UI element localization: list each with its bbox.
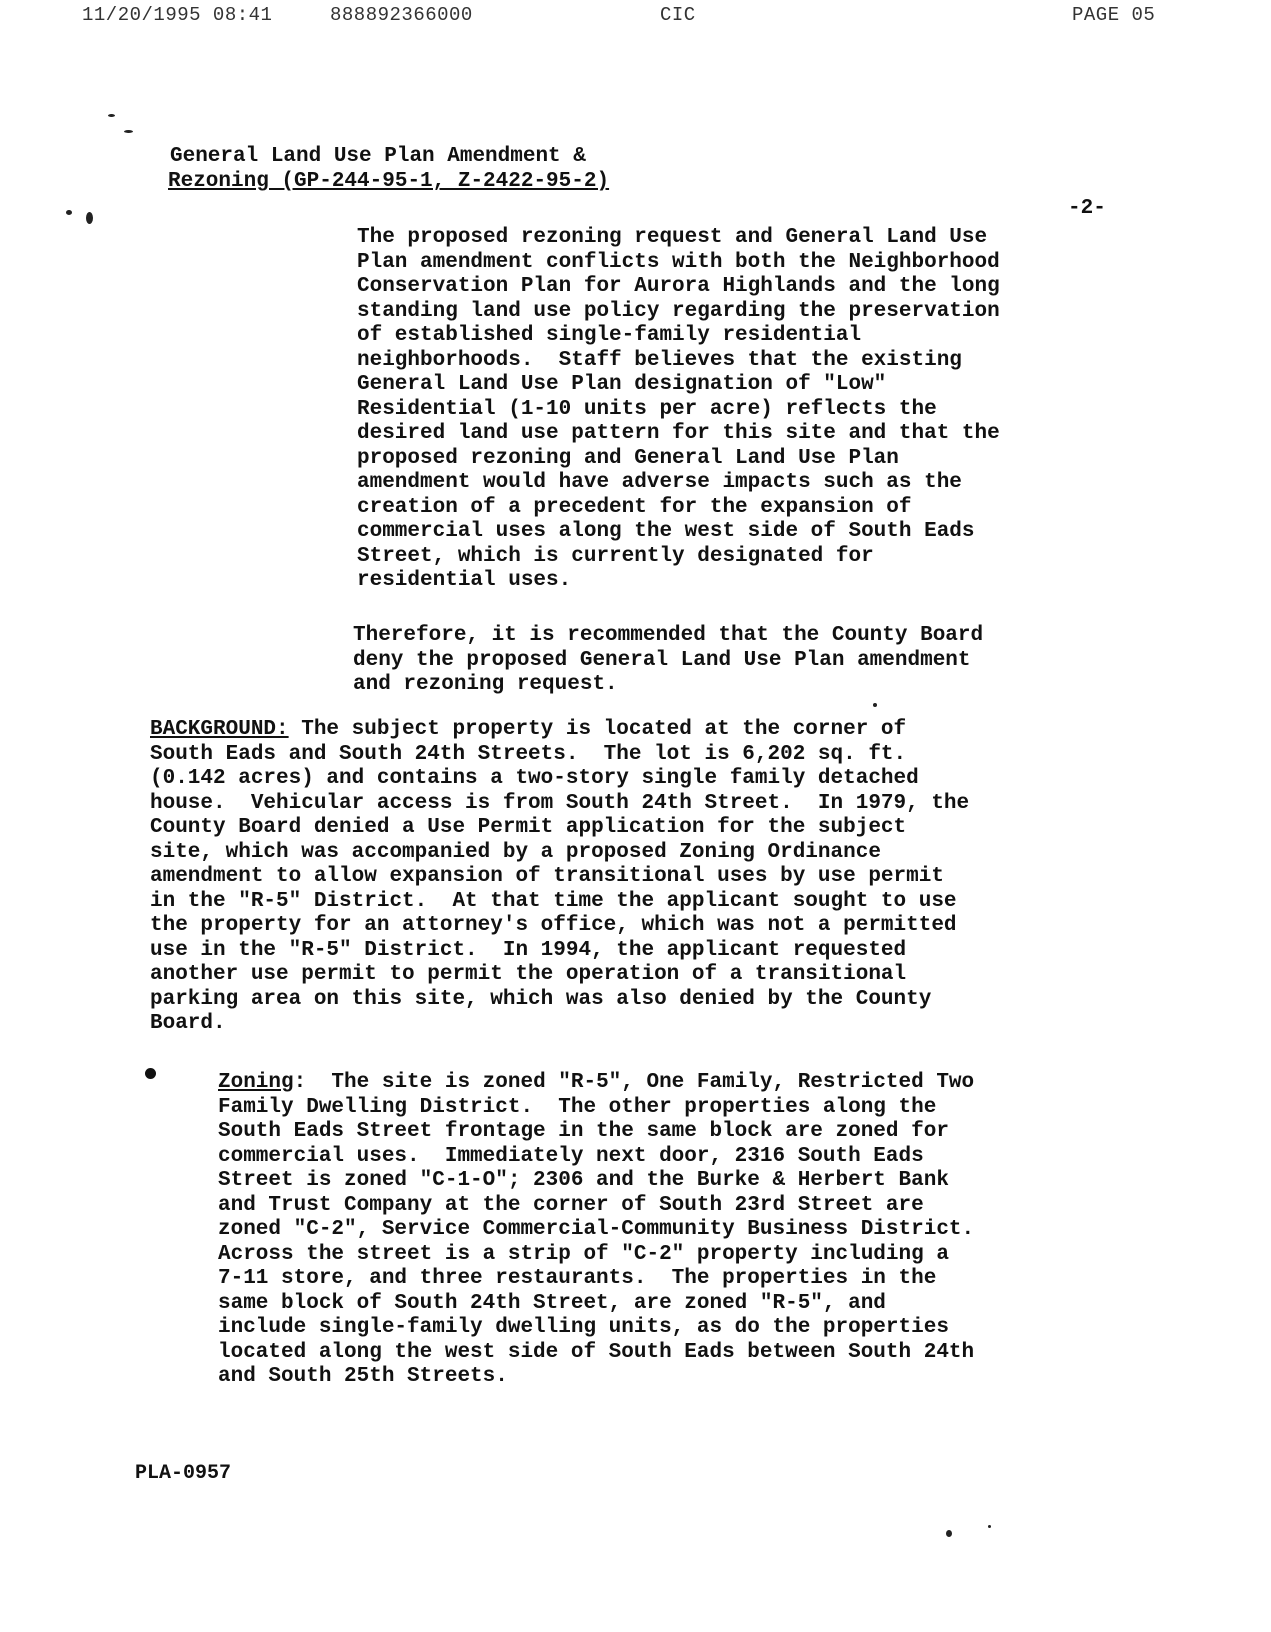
scan-speck <box>124 130 133 133</box>
text-line: Family Dwelling District. The other properties along the <box>218 1095 937 1119</box>
scan-speck <box>988 1525 991 1528</box>
scan-speck <box>86 212 93 224</box>
text-line: Plan amendment conflicts with both the Neighborhood <box>357 250 1000 274</box>
text-line: South Eads and South 24th Streets. The lot is 6,202 sq. ft. <box>150 742 907 766</box>
text-line <box>150 718 1150 743</box>
memo-heading-line1: General Land Use Plan Amendment & <box>170 145 586 168</box>
text-line: zoned "C-2", Service Commercial-Community Business District. <box>218 1218 975 1241</box>
text-line: residential uses. <box>357 569 572 592</box>
text-line: The proposed rezoning request and General Land Use <box>357 226 988 249</box>
zoning-first-line: : The site is zoned "R-5", One Family, Restricted Two <box>293 1071 975 1094</box>
memo-heading-line2: Rezoning (GP-244-95-1, Z-2422-95-2) <box>168 170 610 193</box>
text-line: site, which was accompanied by a proposed Zoning Ordinance <box>150 840 881 864</box>
text-line: creation of a precedent for the expansion of <box>357 495 912 519</box>
text-line: (0.142 acres) and contains a two-story single family detached <box>150 767 919 790</box>
text-line: Conservation Plan for Aurora Highlands and the long <box>357 275 1000 298</box>
bullet-icon <box>145 1068 156 1079</box>
background-label: BACKGROUND: <box>150 718 289 741</box>
page-number: -2- <box>1068 197 1106 220</box>
text-line: Street, which is currently designated for <box>357 544 874 568</box>
recommendation-paragraph <box>353 624 1153 698</box>
fax-organization: CIC <box>660 4 696 26</box>
text-line: and rezoning request. <box>353 673 618 696</box>
text-line: 7-11 store, and three restaurants. The properties in the <box>218 1267 937 1290</box>
text-line: same block of South 24th Street, are zoned "R-5", and <box>218 1291 886 1315</box>
zoning-paragraph <box>218 1071 1148 1390</box>
scan-speck <box>873 703 877 707</box>
fax-date-time: 11/20/1995 08:41 <box>82 4 273 26</box>
text-line <box>218 1071 1148 1096</box>
scan-speck <box>108 114 115 117</box>
text-line: use in the "R-5" District. In 1994, the applicant requested <box>150 938 907 962</box>
document-code: PLA-0957 <box>135 1462 232 1485</box>
text-line: include single-family dwelling units, as do the properties <box>218 1316 949 1339</box>
text-line: County Board denied a Use Permit application for the subject <box>150 816 907 839</box>
text-line: Therefore, it is recommended that the County Board <box>353 624 984 647</box>
text-line: house. Vehicular access is from South 24th Street. In 1979, the <box>150 791 970 815</box>
text-line: parking area on this site, which was also denied by the County <box>150 987 932 1011</box>
text-line: another use permit to permit the operation of a transitional <box>150 963 907 986</box>
text-line: proposed rezoning and General Land Use Plan <box>357 446 899 470</box>
text-line: deny the proposed General Land Use Plan amendment <box>353 648 971 672</box>
text-line: and Trust Company at the corner of South 23rd Street are <box>218 1193 924 1217</box>
text-line: General Land Use Plan designation of "Low" <box>357 373 887 396</box>
text-line: Residential (1-10 units per acre) reflects the <box>357 397 937 421</box>
scan-speck <box>66 210 72 215</box>
text-line: Street is zoned "C-1-O"; 2306 and the Burke & Herbert Bank <box>218 1169 949 1192</box>
text-line: amendment would have adverse impacts such as the <box>357 471 962 494</box>
staff-analysis-paragraph <box>357 226 1157 594</box>
text-line: desired land use pattern for this site and that the <box>357 422 1000 445</box>
text-line: in the "R-5" District. At that time the applicant sought to use <box>150 889 957 913</box>
text-line: and South 25th Streets. <box>218 1365 508 1388</box>
background-paragraph <box>150 718 1150 1037</box>
text-line: standing land use policy regarding the preservation <box>357 299 1000 323</box>
text-line: of established single-family residential <box>357 324 862 347</box>
text-line: located along the west side of South Eads between South 24th <box>218 1340 975 1364</box>
text-line: the property for an attorney's office, which was not a permitted <box>150 914 957 937</box>
background-first-line: The subject property is located at the corner of <box>288 718 907 741</box>
text-line: neighborhoods. Staff believes that the existing <box>357 348 962 372</box>
text-line: Across the street is a strip of "C-2" property including a <box>218 1242 949 1266</box>
text-line: commercial uses. Immediately next door, 2316 South Eads <box>218 1144 924 1168</box>
zoning-label: Zoning <box>218 1071 294 1094</box>
text-line: South Eads Street frontage in the same block are zoned for <box>218 1120 949 1143</box>
text-line: amendment to allow expansion of transitional uses by use permit <box>150 865 944 888</box>
text-line: Board. <box>150 1012 226 1035</box>
text-line: commercial uses along the west side of South Eads <box>357 520 975 543</box>
fax-phone-number: 888892366000 <box>330 4 473 26</box>
scan-speck <box>946 1530 952 1537</box>
fax-page-label: PAGE 05 <box>1072 4 1156 26</box>
